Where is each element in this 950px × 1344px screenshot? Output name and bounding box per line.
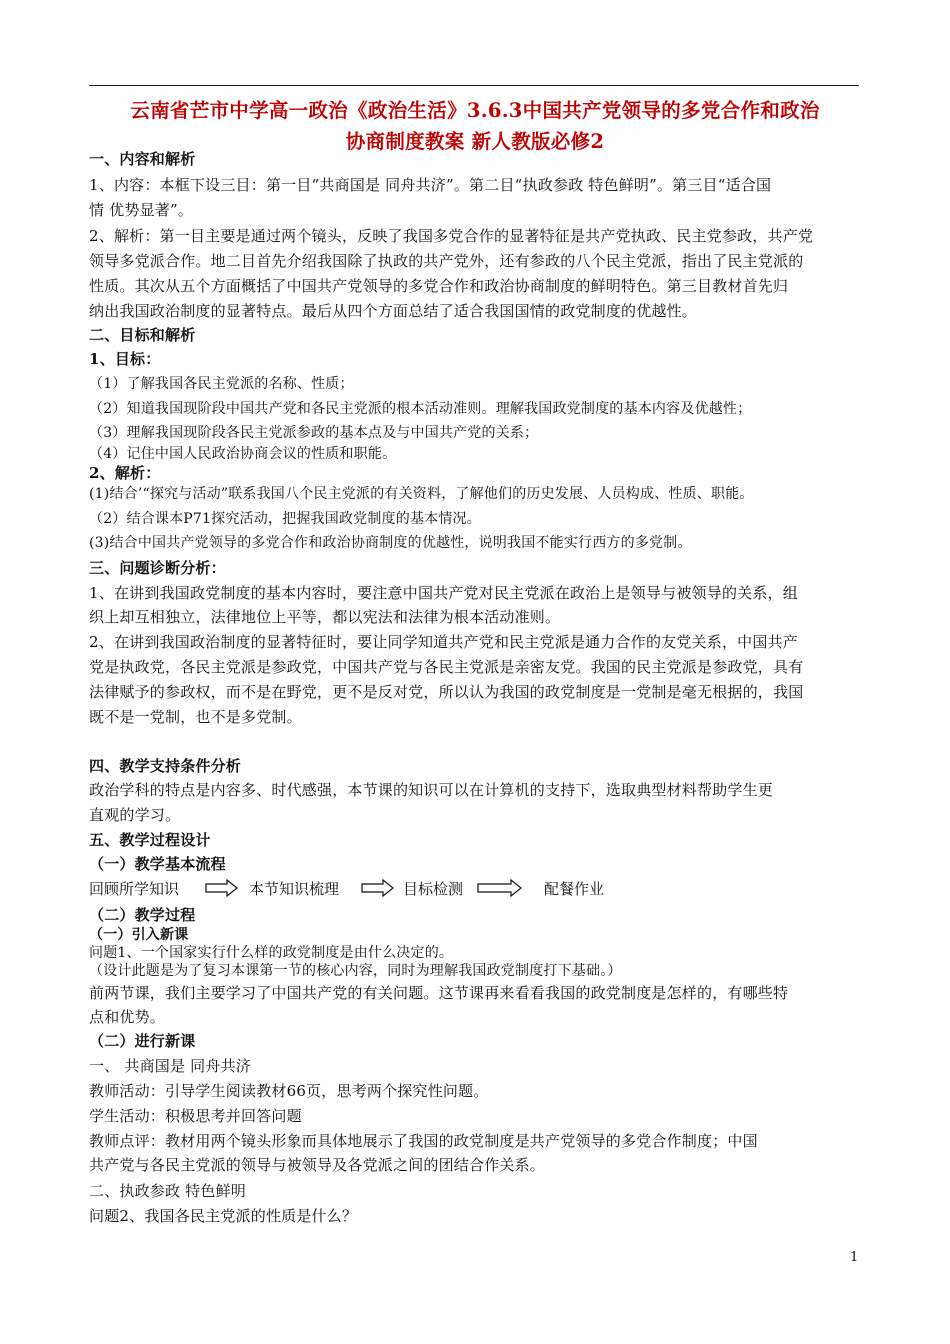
section-4-heading: 四、教学支持条件分析 <box>89 757 242 775</box>
paragraph-line: 政治学科的特点是内容多、时代感强，本节课的知识可以在计算机的支持下，选取典型材料帮助学生更 <box>89 781 774 799</box>
paragraph-line: 织上却互相独立，法律地位上平等，都以宪法和法律为根本活动准则。 <box>89 608 561 626</box>
goal-item: （3）理解我国现阶段各民主党派参政的基本点及与中国共产党的关系； <box>89 425 539 441</box>
paragraph-line: 2、解析：第一目主要是通过两个镜头，反映了我国多党合作的显著特征是共产党执政、民主党参政，共产党 <box>89 227 814 245</box>
goal-item: （2）知道我国现阶段中国共产党和各民主党派的根本活动准则。理解我国政党制度的基本内容及优越性； <box>89 401 752 417</box>
question-1: 问题1、一个国家实行什么样的政党制度是由什么决定的。 <box>89 945 454 961</box>
goals-subheading: 1、目标： <box>89 350 161 368</box>
new-lesson-subheading: （二）进行新课 <box>89 1032 196 1050</box>
section-1-heading: 一、内容和解析 <box>89 150 196 168</box>
goal-item: （4）记住中国人民政治协商会议的性质和职能。 <box>89 446 397 462</box>
paragraph-line: 2、在讲到我国政治制度的显著特征时，要让同学知道共产党和民主党派是通力合作的友党关系，中国共产 <box>89 633 798 651</box>
part-1-heading: 一、 共商国是 同舟共济 <box>89 1057 251 1075</box>
paragraph-line: 既不是一党制，也不是多党制。 <box>89 708 302 726</box>
flow-arrow-icon <box>477 878 523 898</box>
process-subheading: （二）教学过程 <box>89 906 196 924</box>
paragraph-line: 1、内容：本框下设三目：第一目“共商国是 同舟共济”。第二目“执政参政 特色鲜明”。第三目“适合国 <box>89 176 772 194</box>
flow-step-review: 回顾所学知识 <box>89 880 180 898</box>
goal-item: （1）了解我国各民主党派的名称、性质； <box>89 376 354 392</box>
section-5-heading: 五、教学过程设计 <box>89 831 211 849</box>
flow-step-test: 目标检测 <box>403 880 464 898</box>
question-1-note: （设计此题是为了复习本课第一节的核心内容，同时为理解我国政党制度打下基础。） <box>89 963 622 979</box>
section-3-heading: 三、问题诊断分析： <box>89 559 226 577</box>
page-number: 1 <box>850 1250 859 1265</box>
analysis-item: (1)结合’“探究与活动”联系我国八个民主党派的有关资料，了解他们的历史发展、人员构成、性质、职能。 <box>89 486 754 502</box>
flow-arrow-icon <box>205 878 239 898</box>
flow-step-knowledge: 本节知识梳理 <box>249 880 340 898</box>
paragraph-line: 法律赋予的参政权，而不是在野党，更不是反对党，所以认为我国的政党制度是一党制是毫无根据的，我国 <box>89 683 804 701</box>
title-line-2: 协商制度教案 新人教版必修2 <box>345 130 605 153</box>
paragraph-line: 共产党与各民主党派的领导与被领导及各党派之间的团结合作关系。 <box>89 1156 546 1174</box>
paragraph-line: 纳出我国政治制度的显著特点。最后从四个方面总结了适合我国国情的政党制度的优越性。 <box>89 302 698 320</box>
teaching-flow <box>89 875 649 903</box>
student-activity: 学生活动：积极思考并回答问题 <box>89 1107 302 1125</box>
section-2-heading: 二、目标和解析 <box>89 326 196 344</box>
paragraph-line: 直观的学习。 <box>89 806 181 824</box>
title-line-1: 云南省芒市中学高一政治《政治生活》3.6.3中国共产党领导的多党合作和政治 <box>130 99 820 122</box>
paragraph-line: 前两节课，我们主要学习了中国共产党的有关问题。这节课再来看看我国的政党制度是怎样的，有哪些特 <box>89 984 789 1002</box>
flow-step-homework: 配餐作业 <box>544 880 605 898</box>
question-2: 问题2、我国各民主党派的性质是什么？ <box>89 1207 358 1225</box>
analysis-item: （2）结合课本P71探究活动，把握我国政党制度的基本情况。 <box>89 511 481 527</box>
intro-subheading: （一）引入新课 <box>89 927 189 943</box>
analysis-subheading: 2、解析： <box>89 464 161 482</box>
analysis-item: (3)结合中国共产党领导的多党合作和政治协商制度的优越性，说明我国不能实行西方的多党制。 <box>89 535 692 551</box>
document-title <box>80 95 870 157</box>
part-2-heading: 二、执政参政 特色鲜明 <box>89 1182 246 1200</box>
paragraph-line: 领导多党派合作。地二目首先介绍我国除了执政的共产党外，还有参政的八个民主党派，指出了民主党派的 <box>89 252 804 270</box>
paragraph-line: 点和优势。 <box>89 1008 166 1026</box>
teacher-activity: 教师活动：引导学生阅读教材66页，思考两个探究性问题。 <box>89 1082 489 1100</box>
basic-flow-subheading: （一）教学基本流程 <box>89 855 226 873</box>
paragraph-line: 党是执政党，各民主党派是参政党，中国共产党与各民主党派是亲密友党。我国的民主党派是参政党，具有 <box>89 658 804 676</box>
paragraph-line: 1、在讲到我国政党制度的基本内容时，要注意中国共产党对民主党派在政治上是领导与被领导的关系，组 <box>89 584 798 602</box>
paragraph-line: 情 优势显著”。 <box>89 201 194 219</box>
paragraph-line: 性质。其次从五个方面概括了中国共产党领导的多党合作和政治协商制度的鲜明特色。第三目教材首先归 <box>89 277 789 295</box>
flow-arrow-icon <box>361 878 395 898</box>
header-rule <box>89 85 859 86</box>
paragraph-line: 教师点评：教材用两个镜头形象而具体地展示了我国的政党制度是共产党领导的多党合作制度；中国 <box>89 1132 758 1150</box>
